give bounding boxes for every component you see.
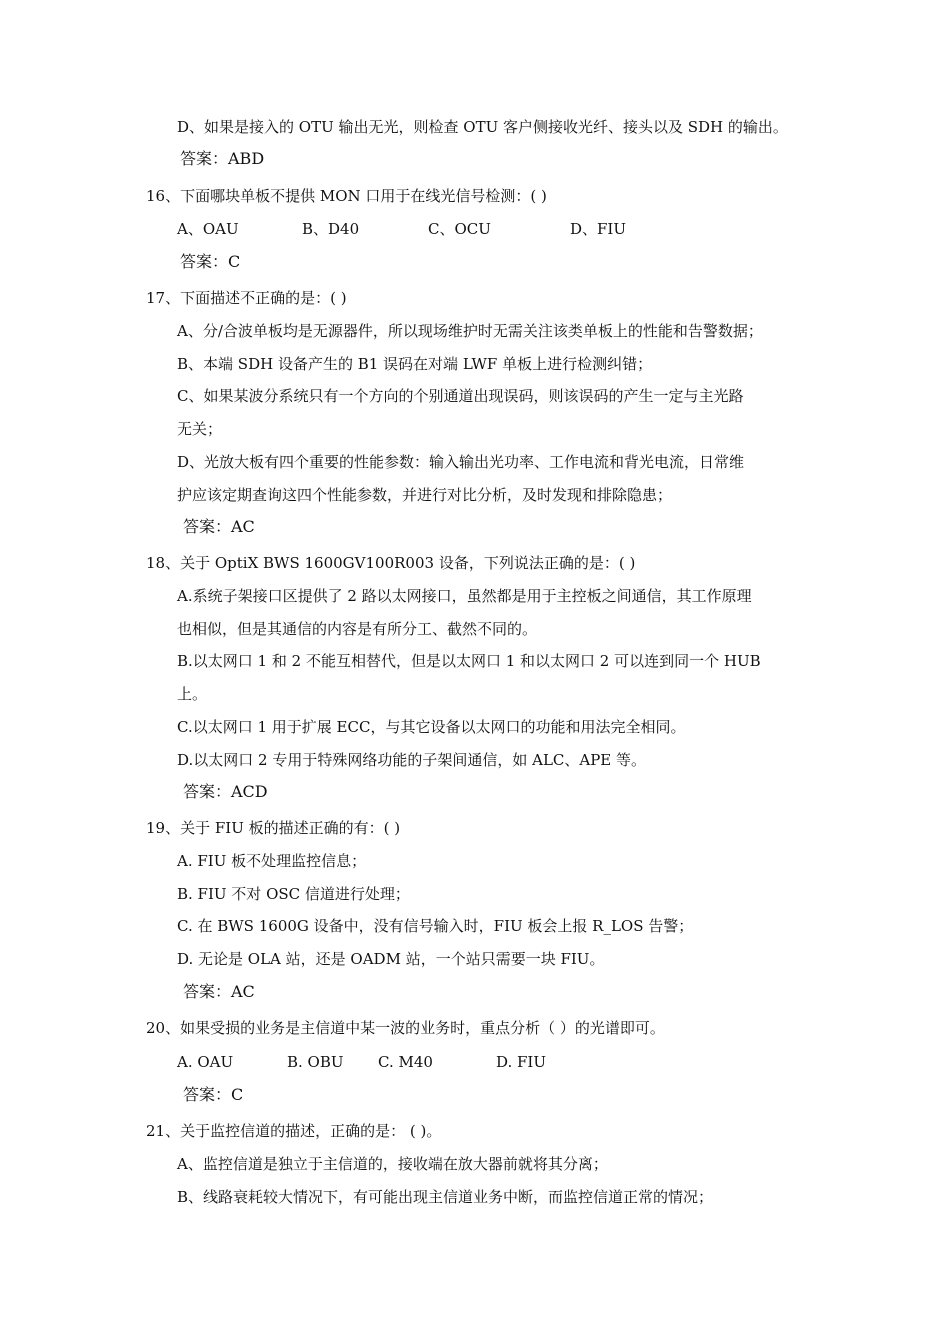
q16-stem: 16、下面哪块单板不提供 MON 口用于在线光信号检测：( ) [146,187,547,205]
q19-stem: 19、关于 FIU 板的描述正确的有：( ) [146,819,401,837]
q19-option-a: A. FIU 板不处理监控信息； [177,852,367,870]
q18-stem: 18、关于 OptiX BWS 1600GV100R003 设备，下列说法正确的是：( ) [146,554,636,572]
q19-option-d: D. 无论是 OLA 站，还是 OADM 站，一个站只需要一块 FIU。 [177,950,605,968]
q17-option-a: A、分/合波单板均是无源器件，所以现场维护时无需关注该类单板上的性能和告警数据； [177,322,763,340]
q21-stem: 21、关于监控信道的描述，正确的是： ( )。 [146,1122,442,1140]
q18-option-a-line1: A.系统子架接口区提供了 2 路以太网接口，虽然都是用于主控板之间通信，其工作原理 [177,587,752,605]
q19-answer: 答案：AC [183,982,255,1001]
q18-option-b-line1: B.以太网口 1 和 2 不能互相替代，但是以太网口 1 和以太网口 2 可以连到同一个 HUB [177,652,761,670]
q16-option-a: A、OAU [177,220,239,238]
q18-option-d: D.以太网口 2 专用于特殊网络功能的子架间通信，如 ALC、APE 等。 [177,751,647,769]
q17-option-d-line1: D、光放大板有四个重要的性能参数：输入输出光功率、工作电流和背光电流，日常维 [177,453,745,471]
q20-answer: 答案：C [183,1085,244,1104]
q18-option-a-line2: 也相似，但是其通信的内容是有所分工、截然不同的。 [177,620,538,638]
q17-option-c-line1: C、如果某波分系统只有一个方向的个别通道出现误码，则该误码的产生一定与主光路 [177,387,744,405]
q20-option-a: A. OAU [177,1053,234,1071]
q16-option-b: B、D40 [302,220,360,238]
q21-option-b: B、线路衰耗较大情况下，有可能出现主信道业务中断，而监控信道正常的情况； [177,1188,714,1206]
q20-option-b: B. OBU [287,1053,344,1071]
q18-option-b-line2: 上。 [177,685,208,703]
q17-stem: 17、下面描述不正确的是：( ) [146,289,347,307]
q20-option-c: C. M40 [378,1053,433,1071]
q18-option-c: C.以太网口 1 用于扩展 ECC，与其它设备以太网口的功能和用法完全相同。 [177,718,686,736]
q18-answer: 答案：ACD [183,782,268,801]
q20-option-d: D. FIU [496,1053,547,1071]
q19-option-b: B. FIU 不对 OSC 信道进行处理； [177,885,410,903]
q17-option-b: B、本端 SDH 设备产生的 B1 误码在对端 LWF 单板上进行检测纠错； [177,355,653,373]
q21-option-a: A、监控信道是独立于主信道的，接收端在放大器前就将其分离； [177,1155,608,1173]
q19-option-c: C. 在 BWS 1600G 设备中，没有信号输入时，FIU 板会上报 R_LOS 告警； [177,917,694,935]
q15-option-d: D、如果是接入的 OTU 输出无光，则检查 OTU 客户侧接收光纤、接头以及 SDH 的输出。 [177,118,788,136]
q15-answer: 答案：ABD [180,149,265,168]
q20-stem: 20、如果受损的业务是主信道中某一波的业务时，重点分析（ ）的光谱即可。 [146,1019,665,1037]
q16-option-c: C、OCU [428,220,491,238]
q17-option-c-line2: 无关； [177,420,223,438]
q17-answer: 答案：AC [183,517,255,536]
q17-option-d-line2: 护应该定期查询这四个性能参数，并进行对比分析，及时发现和排除隐患； [177,486,673,504]
q16-option-d: D、FIU [570,220,627,238]
q16-answer: 答案：C [180,252,241,271]
